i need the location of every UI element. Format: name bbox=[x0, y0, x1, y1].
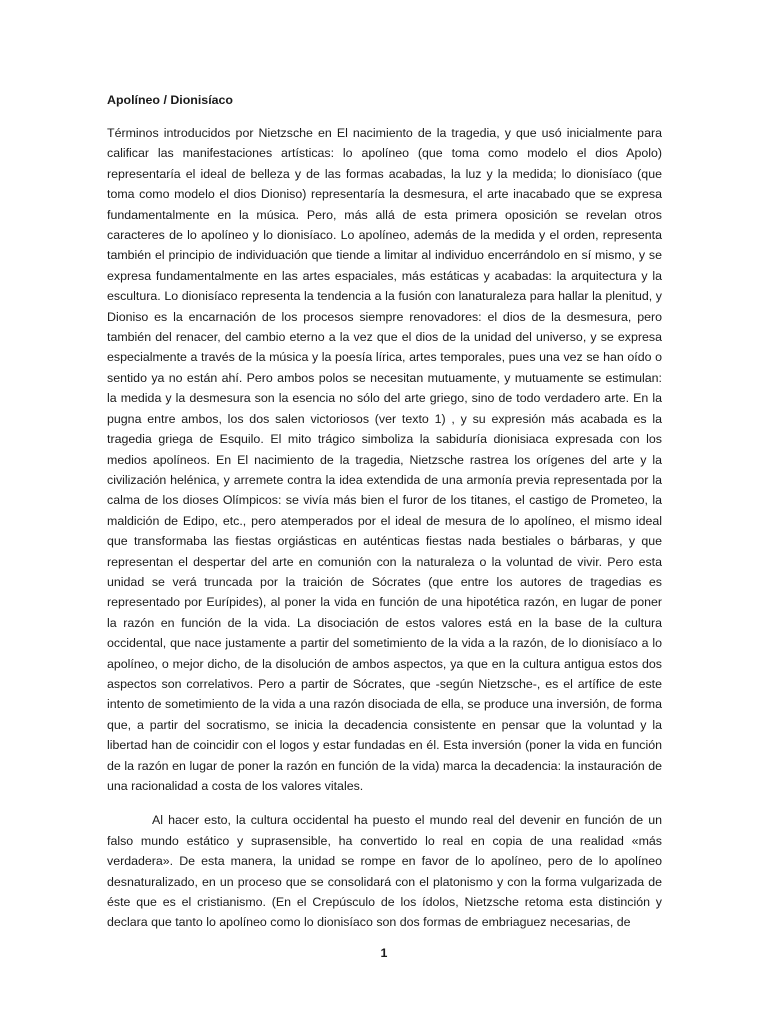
document-title: Apolíneo / Dionisíaco bbox=[107, 93, 233, 107]
paragraph-2: Al hacer esto, la cultura occidental ha puesto el mundo real del devenir en función de un falso mundo estático y suprasensible, ha convertido lo real en copia de una realidad «más verdadera». De esta manera, la unidad se rompe en favor de lo apolíneo, pero de lo apolíneo desnaturalizado, en un proceso que se consolidará con el platonismo y con la forma vulgarizada de éste que es el cristianismo. (En el Crepúsculo de los ídolos, Nietzsche retoma esta distinción y declara que tanto lo apolíneo como lo dionisíaco son dos formas de embriaguez necesarias, de bbox=[107, 813, 662, 930]
document-body bbox=[107, 123, 662, 933]
page-number: 1 bbox=[380, 946, 388, 960]
paragraph-1: Términos introducidos por Nietzsche en El nacimiento de la tragedia, y que usó inicialmente para calificar las manifestaciones artísticas: lo apolíneo (que toma como modelo el dios Apolo) representaría el ideal de belleza y de las formas acabadas, la luz y la medida; lo dionisíaco (que toma como modelo el dios Dioniso) representaría la desmesura, el arte inacabado que se expresa fundamentalmente en la música. Pero, más allá de esta primera oposición se revelan otros caracteres de lo apolíneo y lo dionisíaco. Lo apolíneo, además de la medida y el orden, representa también el principio de individuación que tiende a limitar al individuo encerrándolo en sí mismo, y se expresa fundamentalmente en las artes espaciales, más estáticas y acabadas: la arquitectura y la escultura. Lo dionisíaco representa la tendencia a la fusión con lanaturaleza para hallar la plenitud, y Dioniso es la encarnación de los procesos siempre renovadores: el dios de la desmesura, pero también del renacer, del cambio eterno a la vez que el dios de la unidad del universo, y se expresa especialmente a través de la música y la poesía lírica, artes temporales, pues una vez se han oído o sentido ya no están ahí. Pero ambos polos se necesitan mutuamente, y mutuamente se estimulan: la medida y la desmesura son la esencia no sólo del arte griego, sino de todo verdadero arte. En la pugna entre ambos, los dos salen victoriosos (ver texto 1) , y su expresión más acabada es la tragedia griega de Esquilo. El mito trágico simboliza la sabiduría dionisiaca expresada con los medios apolíneos. En El nacimiento de la tragedia, Nietzsche rastrea los orígenes del arte y la civilización helénica, y arremete contra la idea extendida de una armonía previa representada por la calma de los dioses Olímpicos: se vivía más bien el furor de los titanes, el castigo de Prometeo, la maldición de Edipo, etc., pero atemperados por el ideal de mesura de lo apolíneo, el mismo ideal que transformaba las fiestas orgiásticas en auténticas fiestas nada bestiales o bárbaras, y que representan el despertar del arte en comunión con la naturaleza o la voluntad de vivir. Pero esta unidad se verá truncada por la traición de Sócrates (que entre los autores de tragedias es representado por Eurípides), al poner la vida en función de una hipotética razón, en lugar de poner la razón en función de la vida. La disociación de estos valores está en la base de la cultura occidental, que nace justamente a partir del sometimiento de la vida a la razón, de lo dionisíaco a lo apolíneo, o mejor dicho, de la disolución de ambos aspectos, ya que en la cultura antigua estos dos aspectos son correlativos. Pero a partir de Sócrates, que -según Nietzsche-, es el artífice de este intento de sometimiento de la vida a una razón disociada de ella, se produce una inversión, de forma que, a partir del socratismo, se inicia la decadencia consistente en pensar que la voluntad y la libertad han de coincidir con el logos y estar fundadas en él. Esta inversión (poner la vida en función de la razón en lugar de poner la razón en función de la vida) marca la decadencia: la instauración de una racionalidad a costa de los valores vitales. bbox=[107, 126, 662, 793]
